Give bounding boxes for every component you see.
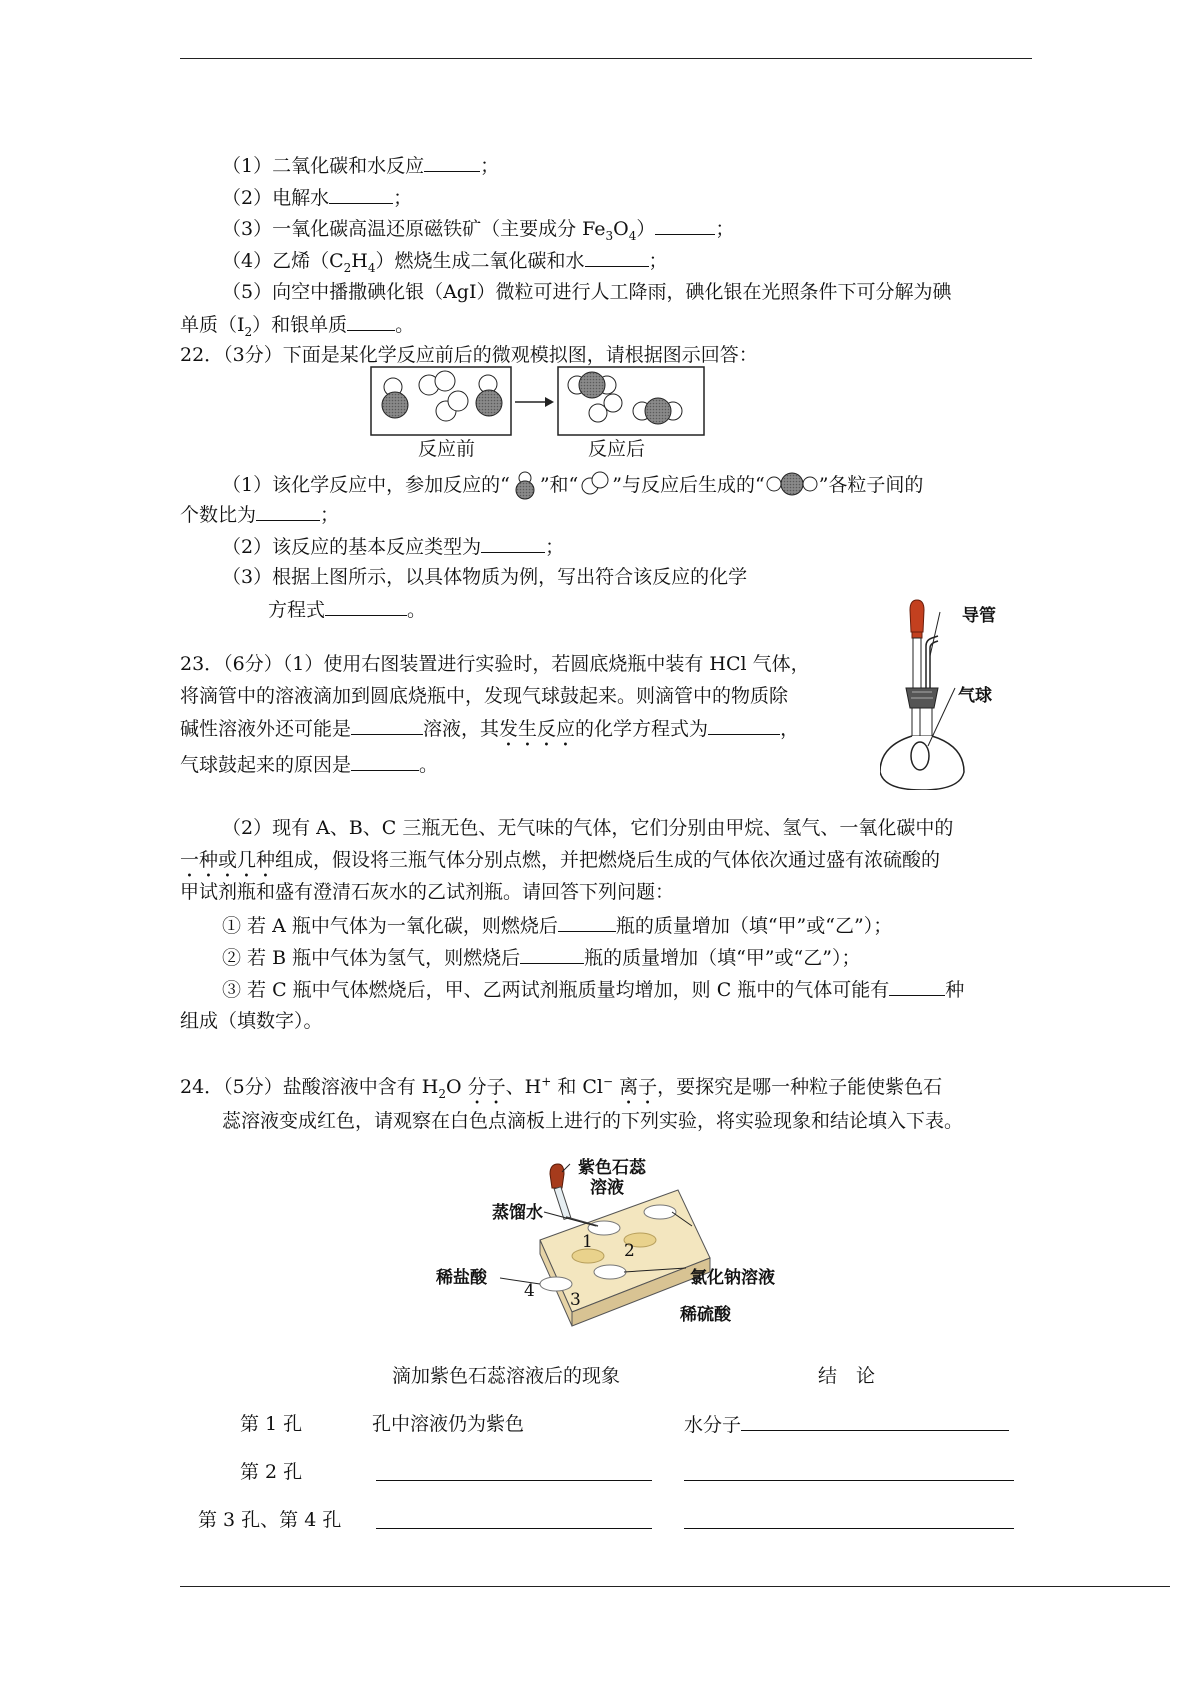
text: （2）该反应的基本反应类型为	[222, 536, 482, 558]
q21-item-5-line1	[222, 280, 951, 304]
answer-blank[interactable]	[351, 752, 419, 771]
punct: 。	[395, 314, 415, 336]
q23-p2-line1	[222, 816, 953, 840]
label-before: 反应前	[418, 438, 476, 460]
q21-item-5-line2	[180, 312, 414, 337]
q24-line1	[180, 1075, 942, 1109]
subscript: 4	[628, 228, 637, 243]
product-molecule-icon	[765, 471, 819, 497]
punct: ；	[393, 187, 413, 209]
emphasized-text: 发生反应	[499, 718, 576, 740]
text: 个数比为	[180, 504, 257, 526]
label-conduit: 导管	[962, 606, 996, 626]
formula-part: O	[613, 218, 629, 240]
q22-p2	[222, 534, 564, 559]
q22-p1-line1	[222, 470, 923, 500]
q23-sub-3-line2	[180, 1009, 323, 1033]
molecule-b-icon	[578, 471, 612, 497]
text: 溶液，其	[423, 718, 500, 740]
text: O	[446, 1076, 468, 1098]
punct: 。	[407, 599, 427, 621]
text: 23．（6分）（1）使用右图装置进行实验时，若圆底烧瓶中装有 HCl 气体，	[180, 653, 810, 675]
q21-item-2-text: （2）电解水	[222, 187, 330, 209]
text: 组成，假设将三瓶气体分别点燃，并把燃烧后生成的气体依次通过盛有浓硫酸的	[275, 849, 941, 871]
subscript: 2	[438, 1086, 447, 1101]
answer-blank[interactable]	[708, 716, 780, 735]
q22-p1-line2	[180, 502, 339, 527]
table-header-phenomenon: 滴加紫色石蕊溶液后的现象	[392, 1365, 621, 1387]
answer-blank[interactable]	[325, 597, 407, 616]
well-number-4: 4	[524, 1281, 535, 1301]
answer-blank[interactable]	[741, 1412, 1009, 1431]
text: 24．（5分）盐酸溶液中含有 H	[180, 1076, 439, 1098]
answer-blank[interactable]	[585, 248, 649, 267]
q22-stem	[180, 343, 758, 367]
formula-part: H	[351, 250, 368, 272]
well-number-2: 2	[624, 1241, 635, 1261]
bottom-rule	[180, 1586, 1170, 1587]
dropper-tube	[913, 638, 921, 688]
text: 碱性溶液外还可能是	[180, 718, 352, 740]
table-row-1-phenomenon: 孔中溶液仍为紫色	[372, 1413, 525, 1435]
answer-blank[interactable]	[347, 312, 395, 331]
q22-stem-text: 22．（3分）下面是某化学反应前后的微观模拟图，请根据图示回答：	[180, 344, 758, 366]
dropper-bulb	[550, 1164, 564, 1188]
answer-blank[interactable]	[256, 502, 320, 521]
table-row-1-label: 第 1 孔	[240, 1413, 303, 1435]
q22-p3-line1	[222, 565, 747, 589]
answer-blank[interactable]	[351, 716, 423, 735]
text: 和 Cl	[551, 1076, 603, 1098]
q23-line2	[180, 684, 788, 708]
text: 蕊溶液变成红色，请观察在白色点滴板上进行的下列实验，将实验现象和结论填入下表。	[222, 1110, 964, 1132]
well-4	[540, 1277, 572, 1291]
q23-p2-line3	[180, 880, 674, 904]
text: 将滴管中的溶液滴加到圆底烧瓶中，发现气球鼓起来。则滴管中的物质除	[180, 685, 789, 707]
q21-item-1-text: （1）二氧化碳和水反应	[222, 155, 425, 177]
product-molecule	[568, 372, 616, 398]
label-dilute-hcl: 稀盐酸	[436, 1268, 487, 1288]
q23-line1	[180, 652, 810, 676]
subscript: 4	[367, 260, 376, 275]
text: 的化学方程式为	[575, 718, 709, 740]
emphasized-text: 一种或几种	[180, 849, 276, 871]
punct: ；	[648, 250, 668, 272]
text: （1）该化学反应中，参加反应的“	[222, 474, 510, 496]
q21-item-5-text: （5）向空中播撒碘化银（AgI）微粒可进行人工降雨，碘化银在光照条件下可分解为碘	[222, 281, 952, 303]
top-rule	[180, 58, 1032, 59]
q23-sub-3	[222, 977, 964, 1002]
well-2	[644, 1205, 676, 1219]
text: 气球鼓起来的原因是	[180, 754, 352, 776]
table-row-1-conclusion	[684, 1412, 1009, 1437]
q23-p2-line2	[180, 848, 940, 882]
punct: 。	[419, 754, 439, 776]
punct: ，	[780, 718, 800, 740]
text: ② 若 B 瓶中气体为氢气，则燃烧后	[222, 947, 521, 969]
subscript: 2	[244, 324, 253, 339]
formula-part: ）燃烧生成二氧化碳和水	[375, 250, 585, 272]
answer-blank[interactable]	[376, 1510, 652, 1529]
text: ”和“	[539, 474, 579, 496]
q21-item-4	[222, 248, 668, 273]
text: ”与反应后生成的“	[612, 474, 765, 496]
q21-item-1	[222, 153, 499, 178]
text: 瓶的质量增加（填“甲”或“乙”）；	[615, 915, 893, 937]
label-balloon: 气球	[958, 686, 992, 706]
answer-blank[interactable]	[889, 977, 945, 996]
q21-item-4-text: （4）乙烯（C	[222, 250, 344, 272]
punct: ；	[545, 536, 565, 558]
label-litmus: 紫色石蕊	[578, 1158, 646, 1178]
q23-line4	[180, 752, 438, 777]
label-nacl: 氯化钠溶液	[690, 1268, 775, 1288]
text: 种	[945, 979, 965, 1001]
dropper-bulb	[910, 600, 924, 632]
text: （3）根据上图所示，以具体物质为例，写出符合该反应的化学	[222, 566, 748, 588]
answer-blank[interactable]	[481, 534, 545, 553]
flask-apparatus-figure	[880, 596, 1020, 790]
emphasized-text: 分子	[467, 1076, 506, 1098]
table-row-2-label: 第 2 孔	[240, 1461, 303, 1483]
q21-item-3	[222, 216, 734, 241]
answer-blank[interactable]	[558, 913, 616, 932]
text: 、H	[505, 1076, 542, 1098]
text: 单质（I	[180, 314, 245, 336]
text: 组成（填数字）。	[180, 1010, 323, 1032]
label-dilute-h2so4: 稀硫酸	[680, 1305, 731, 1325]
answer-blank[interactable]	[424, 153, 480, 172]
emphasized-text: 离子	[619, 1076, 658, 1098]
label-distilled-water: 蒸馏水	[492, 1203, 543, 1223]
punct: ；	[715, 218, 735, 240]
well-number-3: 3	[570, 1290, 581, 1310]
text: ”各粒子间的	[818, 474, 924, 496]
superscript: +	[541, 1074, 552, 1089]
label-after: 反应后	[588, 438, 646, 460]
punct: ；	[320, 504, 340, 526]
dropper-tube	[554, 1187, 571, 1220]
table-header-conclusion: 结 论	[818, 1365, 876, 1387]
balloon	[911, 742, 929, 770]
text: ① 若 A 瓶中气体为一氧化碳，则燃烧后	[222, 915, 558, 937]
text: ③ 若 C 瓶中气体燃烧后，甲、乙两试剂瓶质量均增加，则 C 瓶中的气体可能有	[222, 979, 890, 1001]
q21-item-3-text: （3）一氧化碳高温还原磁铁矿（主要成分 Fe	[222, 218, 606, 240]
q23-sub-2	[222, 945, 860, 970]
answer-blank[interactable]	[655, 216, 715, 235]
table-row-3-label: 第 3 孔、第 4 孔	[198, 1509, 342, 1531]
text: ，要探究是哪一种粒子能使紫色石	[657, 1076, 943, 1098]
formula-part: ）	[636, 218, 656, 240]
q24-line2	[222, 1109, 963, 1133]
subscript: 2	[343, 260, 352, 275]
label-litmus-2: 溶液	[590, 1178, 624, 1198]
text: 方程式	[268, 599, 326, 621]
well-number-1: 1	[582, 1232, 593, 1252]
text: 瓶的质量增加（填“甲”或“乙”）；	[584, 947, 861, 969]
molecule-a-icon	[510, 470, 540, 500]
punct: ；	[480, 155, 500, 177]
q23-line3	[180, 716, 799, 751]
product-molecule-2	[633, 398, 682, 424]
text: （2）现有 A、B、C 三瓶无色、无气味的气体，它们分别由甲烷、氢气、一氧化碳中的	[222, 817, 954, 839]
text: 甲试剂瓶和盛有澄清石灰水的乙试剂瓶。请回答下列问题：	[180, 881, 675, 903]
subscript: 3	[605, 228, 614, 243]
superscript: −	[603, 1074, 614, 1089]
answer-blank[interactable]	[329, 185, 393, 204]
q22-p3-line2	[268, 597, 426, 622]
q21-item-2	[222, 185, 412, 210]
answer-blank[interactable]	[684, 1510, 1014, 1529]
answer-blank[interactable]	[520, 945, 584, 964]
text: ）和银单质	[252, 314, 348, 336]
answer-blank[interactable]	[684, 1462, 1014, 1481]
text: 水分子	[684, 1414, 742, 1436]
q23-sub-1	[222, 913, 892, 938]
answer-blank[interactable]	[376, 1462, 652, 1481]
well-3	[594, 1265, 626, 1279]
